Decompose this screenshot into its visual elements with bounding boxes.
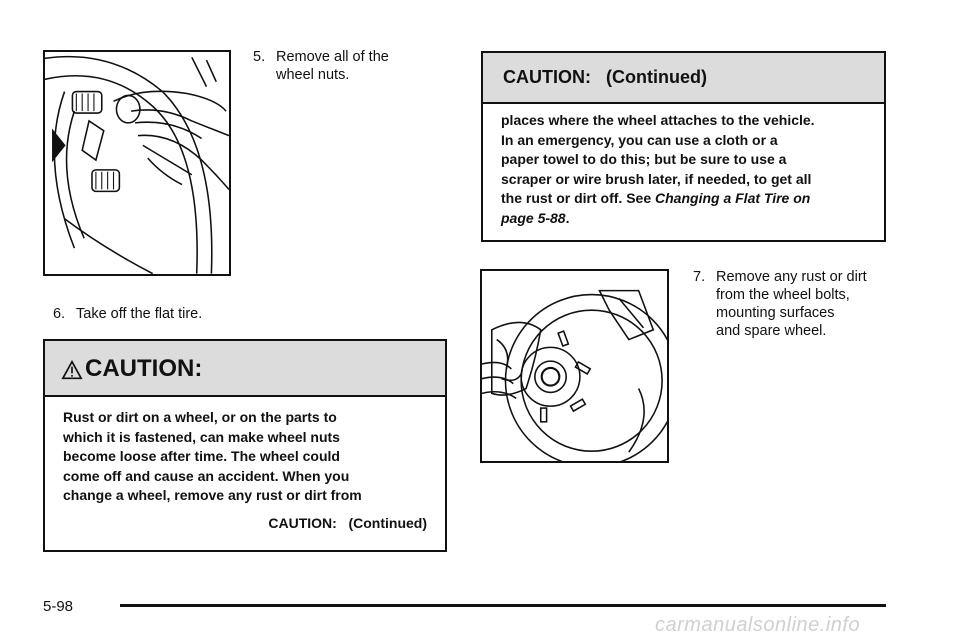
- caution-heading: CAUTION:: [85, 355, 203, 382]
- caution-line: paper towel to do this; but be sure to use a: [501, 151, 787, 167]
- caution-continued-label: CAUTION: (Continued): [268, 515, 427, 531]
- caution-continued-header: [483, 53, 884, 104]
- caution-line: which it is fastened, can make wheel nuts: [63, 428, 340, 445]
- page-number: 5-98: [43, 598, 74, 615]
- caution-line: change a wheel, remove any rust or dirt from: [63, 487, 362, 503]
- caution-line: [501, 189, 881, 209]
- warning-triangle-icon: [61, 360, 83, 380]
- step-7: [693, 268, 933, 348]
- step-text-line: wheel nuts.: [276, 67, 350, 83]
- caution-line: scraper or wire brush later, if needed, to get all: [501, 170, 812, 187]
- cross-reference-link[interactable]: Changing a Flat Tire on: [655, 190, 811, 206]
- step-5: [253, 48, 443, 88]
- caution-line: In an emergency, you can use a cloth or a: [501, 131, 778, 148]
- cross-reference-page[interactable]: page 5-88: [501, 209, 566, 226]
- step-number: 7.: [693, 269, 706, 285]
- step-text-line: and spare wheel.: [716, 323, 827, 339]
- caution-body: [63, 408, 443, 506]
- caution-line: become loose after time. The wheel could: [63, 448, 340, 464]
- caution-line: places where the wheel attaches to the vehicle.: [501, 112, 815, 128]
- caution-line: Rust or dirt on a wheel, or on the parts to: [63, 409, 337, 425]
- caution-box: [43, 339, 447, 552]
- caution-header: [45, 341, 445, 397]
- caution-continued-body: [501, 111, 881, 228]
- caution-text: the rust or dirt off. See: [501, 190, 656, 206]
- step-number: 5.: [253, 49, 266, 65]
- hub-cleaning-illustration: [480, 269, 669, 463]
- caution-line: come off and cause an accident. When you: [63, 467, 350, 484]
- caution-continued-heading: CAUTION: (Continued): [503, 67, 707, 87]
- step-text: Take off the flat tire.: [76, 306, 203, 322]
- caution-line: [501, 209, 881, 229]
- step-text: [276, 48, 389, 84]
- caution-continued-box: [481, 51, 886, 242]
- step-text: [716, 268, 867, 340]
- step-number: 6.: [53, 306, 66, 322]
- watermark: carmanualsonline.info: [655, 614, 861, 636]
- caution-period: .: [565, 209, 570, 226]
- hub-cleaning-drawing: [482, 271, 667, 461]
- step-text-line: from the wheel bolts,: [716, 287, 850, 303]
- step-text-line: Remove any rust or dirt: [716, 269, 867, 285]
- footer-rule: [120, 604, 886, 607]
- step-text-line: mounting surfaces: [716, 305, 835, 321]
- wheel-nuts-illustration: [43, 50, 231, 276]
- wheel-nuts-drawing: [45, 52, 229, 274]
- step-text-line: Remove all of the: [276, 49, 389, 65]
- step-6: [53, 305, 353, 325]
